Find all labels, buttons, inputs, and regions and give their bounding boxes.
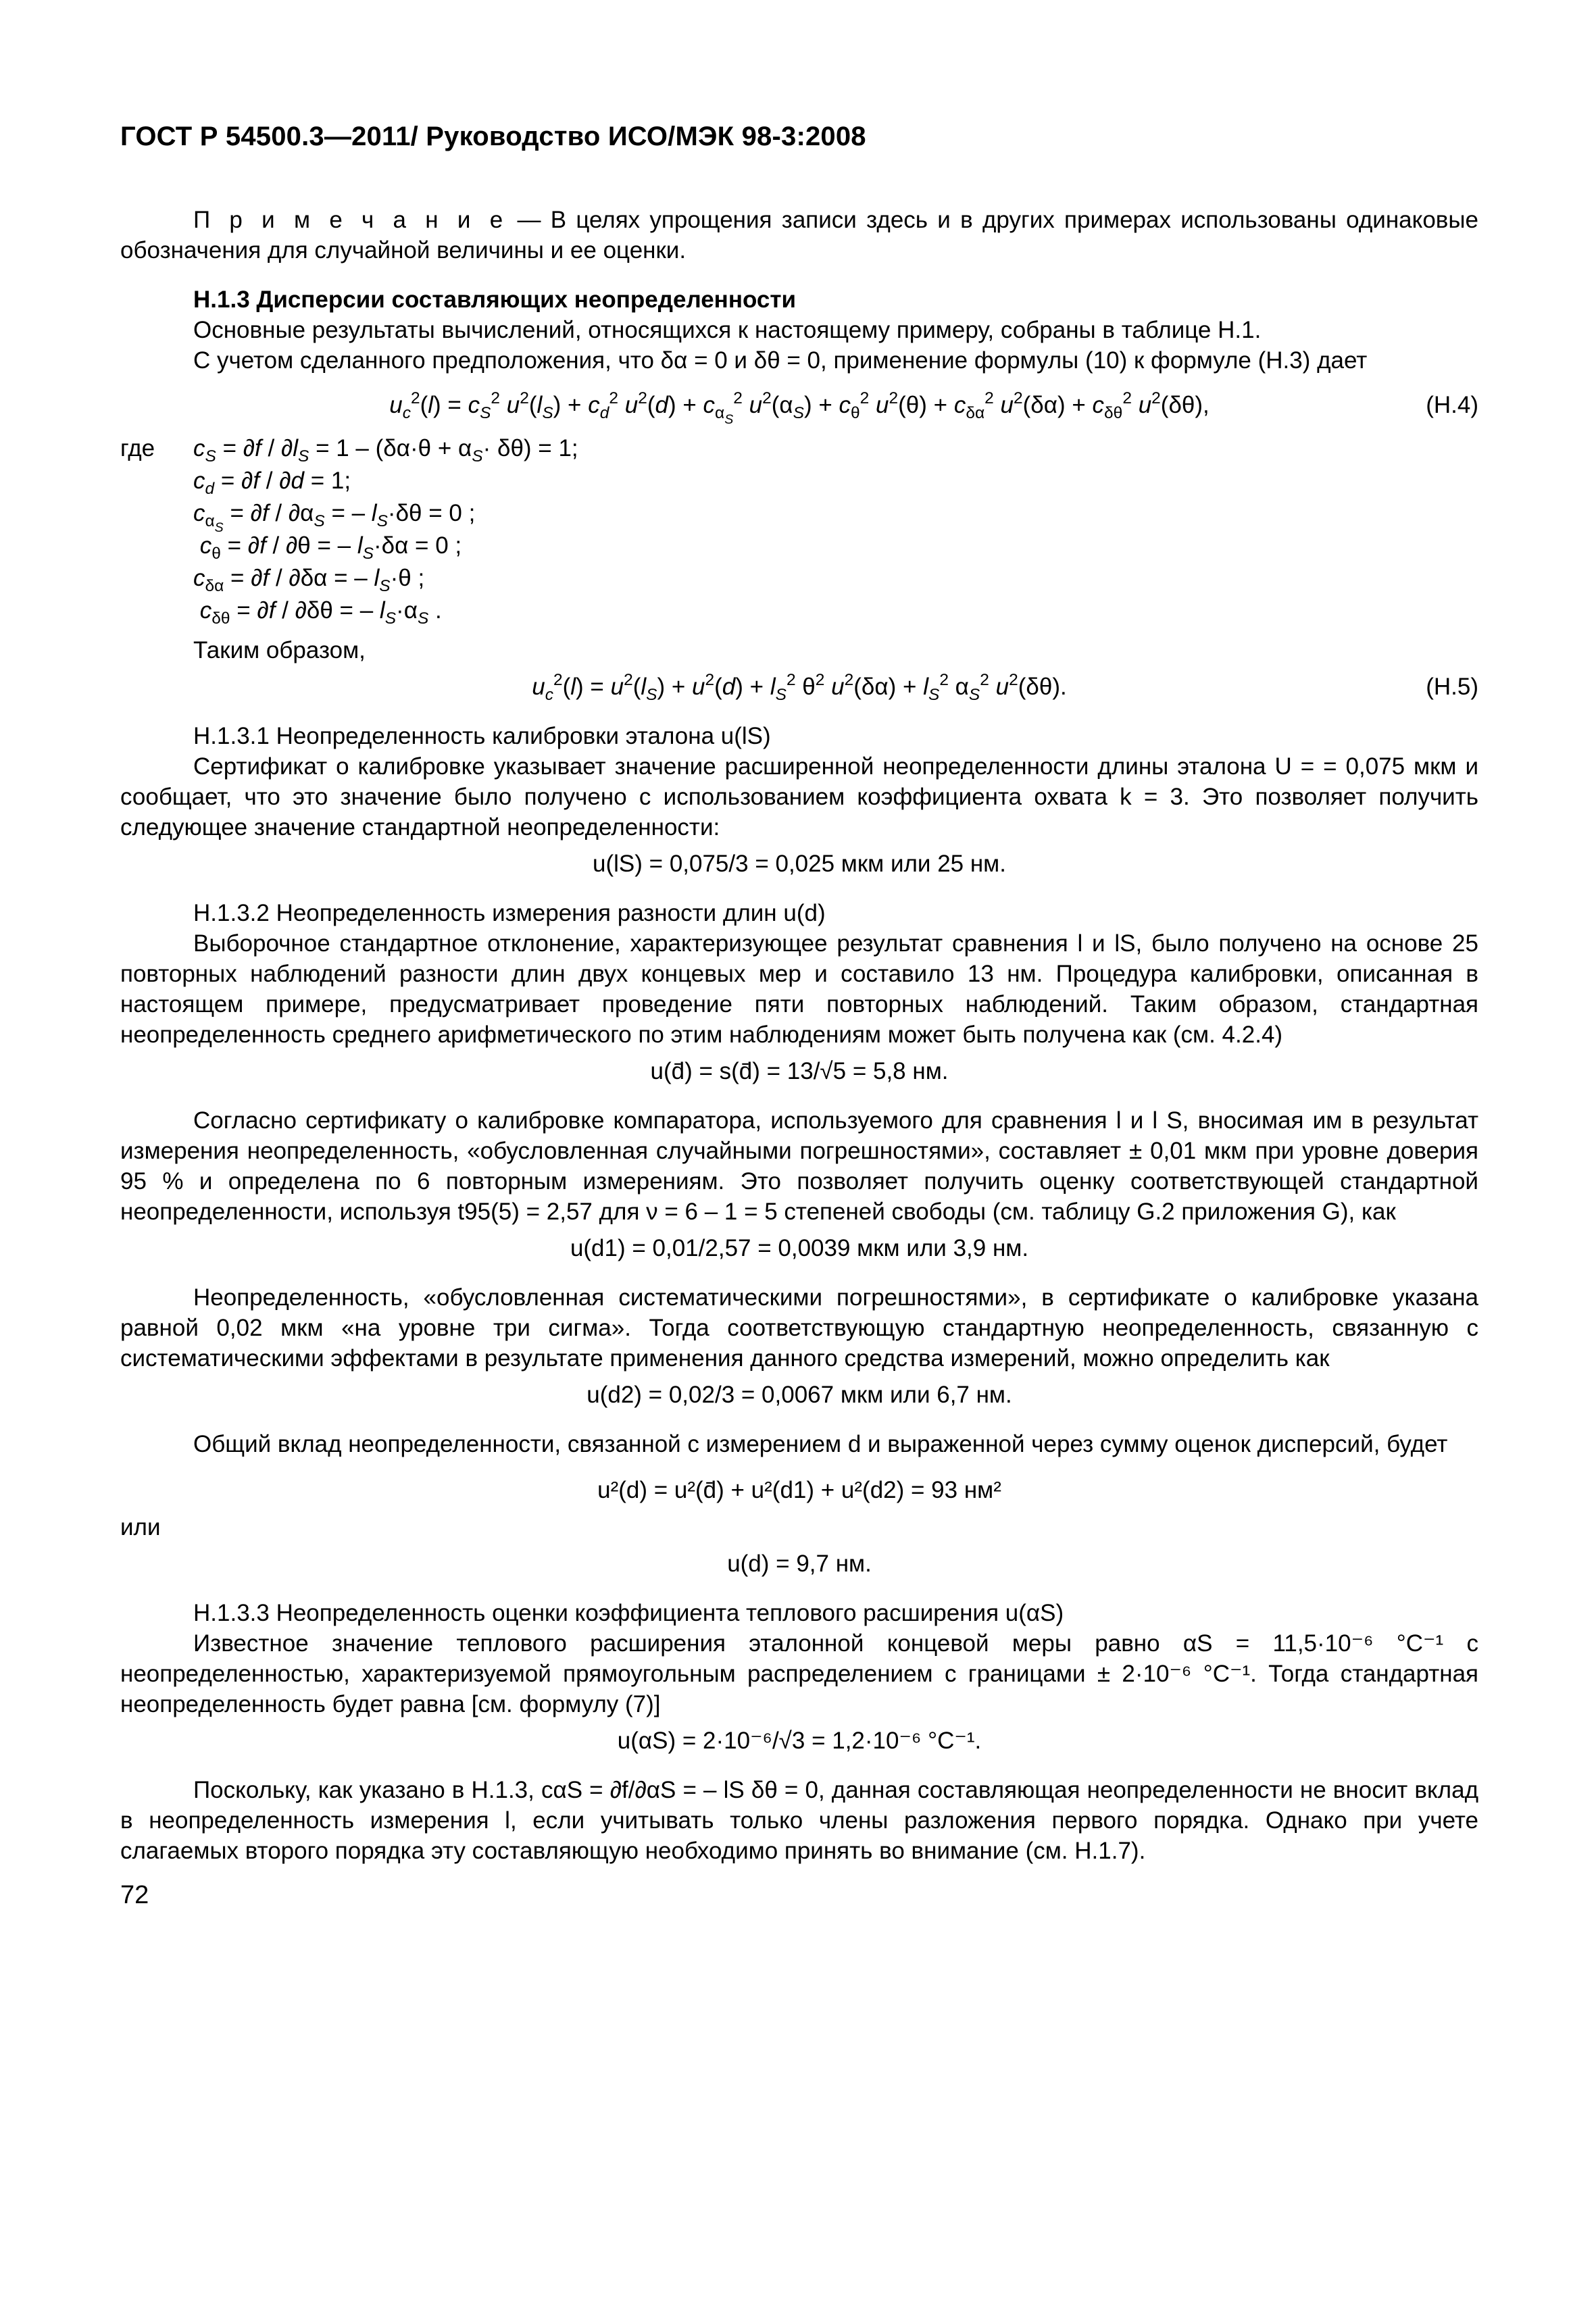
document-page — [120, 122, 1478, 2284]
document-header: ГОСТ Р 54500.3—2011/ Руководство ИСО/МЭК 98-3:2008 — [120, 122, 866, 151]
subsection-3-paragraph-1: Известное значение теплового расширения эталонной концевой меры равно αS = 11,5·10⁻⁶ °С⁻¹ с неопределенностью, характеризуемой прямоугольным распределением с границами ± 2·10⁻⁶ °С⁻¹. Тогда стандартная неопределенность будет равна [см. формулу (7)] — [120, 1630, 1478, 1717]
note-paragraph — [120, 205, 1478, 266]
subsection-2-equation-3: u(d2) = 0,02/3 = 0,0067 мкм или 6,7 нм. — [587, 1382, 1012, 1408]
thus-text: Таким образом, — [193, 637, 366, 663]
coefficient-calpha: $c_{\alpha_S} = \partial f / \partial\alpha_S$ = – $l_S\cdot\delta\theta = 0$ ; — [193, 500, 476, 535]
where-block — [120, 432, 1478, 627]
subsection-2-paragraph-4: Общий вклад неопределенности, связанной с измерением d и выраженной через сумму оценок дисперсий, будет — [193, 1431, 1448, 1457]
subsection-2-paragraph-1: Выборочное стандартное отклонение, характеризующее результат сравнения l и lS, было получено на основе 25 повторных наблюдений разности длин двух концевых мер и составило 13 нм. Процедура калибровки, описанная в настоящем примере, предусматривает проведение пяти повторных наблюдений. Таким образом, стандартная неопределенность среднего арифметического по этим наблюдениям может быть получена как (см. 4.2.4) — [120, 930, 1478, 1048]
subsection-1-title: Н.1.3.1 Неопределенность калибровки эталона u(lS) — [193, 723, 771, 749]
note-text: — В целях упрощения записи здесь и в других примерах использованы одинаковые обозначения для случайной величины и ее оценки. — [120, 207, 1478, 263]
subsection-1-paragraph: Сертификат о калибровке указывает значение расширенной неопределенности длины эталона U = = 0,075 мкм и сообщает, что это значение было получено с использованием коэффициента охвата k = 3. Это позволяет получить следующее значение стандартной неопределенности: — [120, 753, 1478, 840]
section-paragraph-1: Основные результаты вычислений, относящихся к настоящему примеру, собраны в таблице Н.1. — [193, 317, 1262, 343]
where-label: где — [120, 435, 155, 461]
coefficient-list — [193, 432, 1478, 627]
equation-h4 — [120, 384, 1478, 427]
subsection-2-equation-5: u(d) = 9,7 нм. — [727, 1551, 872, 1577]
subsection-2-equation-2: u(d1) = 0,01/2,57 = 0,0039 мкм или 3,9 нм. — [570, 1235, 1029, 1261]
subsection-3-equation: u(αS) = 2·10⁻⁶/√3 = 1,2·10⁻⁶ °С⁻¹. — [617, 1728, 982, 1754]
note-label: П р и м е ч а н и е — [193, 207, 508, 233]
coefficient-cdalpha: $c_{\delta\alpha} = \partial f / \partial\delta\alpha$ = – $l_S\cdot\theta$ ; — [193, 565, 425, 595]
subsection-1-equation: u(lS) = 0,075/3 = 0,025 мкм или 25 нм. — [593, 851, 1006, 877]
equation-h5 — [120, 665, 1478, 709]
equation-h5-number: (Н.5) — [1426, 674, 1478, 700]
coefficient-cd: $c_d = \partial f / \partial d = 1$; — [193, 468, 351, 498]
coefficient-ctheta: $c_\theta = \partial f / \partial\theta$ = – $l_S\cdot\delta\alpha = 0$ ; — [199, 532, 462, 563]
coefficient-cs: $c_S = \partial f / \partial l_S = 1 - (\delta\alpha\cdot\theta + \alpha_S\cdot \delta\theta) = 1$; — [193, 435, 578, 466]
subsection-3-title: Н.1.3.3 Неопределенность оценки коэффициента теплового расширения u(αS) — [193, 1600, 1064, 1626]
subsection-2-equation-1: u(d̄) = s(d̄) = 13/√5 = 5,8 нм. — [650, 1058, 949, 1084]
section-heading: Н.1.3 Дисперсии составляющих неопределенности — [193, 286, 797, 313]
or-text: или — [120, 1514, 161, 1540]
subsection-2-paragraph-3: Неопределенность, «обусловленная систематическими погрешностями», в сертификате о калибровке указана равной 0,02 мкм «на уровне три сигма». Тогда соответствующую стандартную неопределенность, связанную с систематическими эффектами в результате применения данного средства измерений, можно определить как — [120, 1284, 1478, 1372]
subsection-2-paragraph-2: Согласно сертификату о калибровке компаратора, используемого для сравнения l и l S, вносимая им в результат измерения неопределенность, «обусловленная случайными погрешностями», составляет ± 0,01 мкм при уровне доверия 95 % и определена по 6 повторным измерениям. Это позволяет получить оценку соответствующей стандартной неопределенности, используя t95(5) = 2,57 для ν = 6 – 1 = 5 степеней свободы (см. таблицу G.2 приложения G), как — [120, 1107, 1478, 1225]
subsection-2-equation-4: u²(d) = u²(d̄) + u²(d1) + u²(d2) = 93 нм² — [597, 1477, 1001, 1503]
subsection-3-paragraph-2: Поскольку, как указано в Н.1.3, cαS = ∂f/∂αS = – lS δθ = 0, данная составляющая неопределенности не вносит вклад в неопределенность измерения l, если учитывать только члены разложения первого порядка. Однако при учете слагаемых второго порядка эту составляющую необходимо принять во внимание (см. Н.1.7). — [120, 1777, 1478, 1864]
page-number: 72 — [120, 1881, 149, 1909]
coefficient-cdtheta: $c_{\delta\theta} = \partial f / \partial\delta\theta$ = – $l_S\cdot\alpha_S$ . — [199, 597, 442, 628]
equation-h4-number: (Н.4) — [1426, 392, 1478, 418]
equation-h5-body: $u_c^2(l) = u^2(l_S) + u^2(d) + l_S^2$ $\theta^2$ $u^2(\delta\alpha) + l_S^2$ $\alpha_S^2$ $u^2(\delta\theta)$. — [532, 671, 1067, 704]
section-paragraph-2: С учетом сделанного предположения, что δα = 0 и δθ = 0, применение формулы (10) к формуле (Н.3) дает — [193, 347, 1368, 374]
equation-h4-body: $u_c^2(l) = c_S^2$ $u^2(l_S) + c_d^2$ $u^2(d) + c_{\alpha_S}^2$ $u^2(\alpha_S) + c_\theta^2$ $u^2(\theta) + c_{\delta\alpha}^2$ $u^2(\delta\alpha) + c_{\delta\theta}^2$ $u^2(\delta\theta)$, — [389, 389, 1210, 427]
subsection-2-title: Н.1.3.2 Неопределенность измерения разности длин u(d) — [193, 900, 826, 926]
